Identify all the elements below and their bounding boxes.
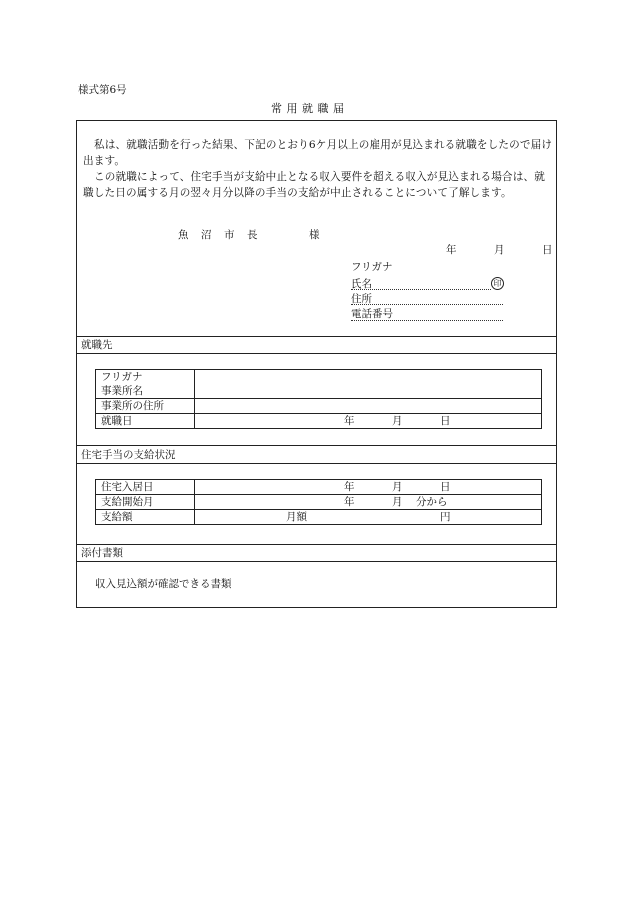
attachments-heading: 添付書類 — [81, 547, 123, 559]
move-in-label — [96, 480, 195, 495]
amount-field[interactable] — [195, 510, 542, 525]
addressee: 魚 沼 市 長 — [178, 229, 259, 241]
seal-icon: 印 — [491, 277, 504, 290]
seal-mark — [491, 277, 504, 290]
job-date-text: 就職日 — [101, 415, 133, 427]
date-day: 日 — [542, 244, 553, 256]
allowance-table — [95, 479, 542, 525]
start-month-field[interactable] — [195, 495, 542, 510]
furigana-text: フリガナ — [101, 371, 143, 383]
start-year: 年 — [344, 496, 355, 508]
move-in-field[interactable] — [195, 480, 542, 495]
attachment-item: 収入見込額が確認できる書類 — [95, 578, 232, 590]
start-suffix: 分から — [416, 496, 448, 508]
employment-job-date-field[interactable] — [195, 414, 542, 429]
employment-table — [95, 369, 542, 429]
form-title: 常 用 就 職 届 — [271, 102, 345, 115]
allowance-heading: 住宅手当の支給状況 — [81, 449, 176, 461]
employment-office-address-label — [96, 399, 195, 414]
employment-name-field[interactable] — [195, 370, 542, 399]
amount-label — [96, 510, 195, 525]
start-month-label — [96, 495, 195, 510]
employment-office-address-field[interactable] — [195, 399, 542, 414]
amount-monthly: 月額 — [286, 511, 307, 523]
employment-office-name-label — [96, 384, 195, 399]
applicant-name-label: 氏名 — [351, 278, 372, 290]
start-month: 月 — [392, 496, 403, 508]
amount-unit: 円 — [440, 511, 451, 523]
date-month: 月 — [494, 244, 505, 256]
start-month-text: 支給開始月 — [101, 496, 154, 508]
job-date-month: 月 — [392, 415, 403, 427]
divider — [76, 463, 557, 464]
move-in-year: 年 — [344, 481, 355, 493]
applicant-address-label: 住所 — [351, 293, 372, 305]
office-address-text: 事業所の住所 — [101, 400, 164, 412]
divider — [76, 336, 557, 337]
table-row — [96, 510, 542, 525]
intro-paragraph-1: 私は、就職活動を行った結果、下記のとおり6ケ月以上の雇用が見込まれる就職をしたので届け出ます。 — [83, 139, 553, 167]
applicant-furigana-label: フリガナ — [351, 261, 393, 273]
employment-job-date-label — [96, 414, 195, 429]
table-row — [96, 480, 542, 495]
date-year: 年 — [446, 244, 457, 256]
job-date-day: 日 — [440, 415, 451, 427]
form-number: 様式第6号 — [78, 84, 127, 96]
applicant-address-field[interactable] — [351, 304, 503, 305]
divider — [76, 445, 557, 446]
table-row — [96, 399, 542, 414]
move-in-text: 住宅入居日 — [101, 481, 154, 493]
employment-heading: 就職先 — [81, 339, 113, 351]
intro-text — [83, 137, 553, 201]
divider — [76, 561, 557, 562]
divider — [76, 353, 557, 354]
table-row — [96, 495, 542, 510]
office-name-text: 事業所名 — [101, 385, 143, 397]
applicant-name-field[interactable] — [351, 289, 491, 290]
applicant-phone-field[interactable] — [351, 320, 503, 321]
job-date-year: 年 — [344, 415, 355, 427]
amount-text: 支給額 — [101, 511, 133, 523]
divider — [76, 544, 557, 545]
table-row — [96, 370, 542, 385]
move-in-month: 月 — [392, 481, 403, 493]
table-row — [96, 414, 542, 429]
employment-furigana-label — [96, 370, 195, 385]
move-in-day: 日 — [440, 481, 451, 493]
applicant-phone-label: 電話番号 — [351, 308, 393, 320]
intro-paragraph-2: この就職によって、住宅手当が支給中止となる収入要件を超える収入が見込まれる場合は、就職した日の属する月の翌々月分以降の手当の支給が中止されることについて了解します。 — [83, 171, 546, 199]
addressee-suffix: 様 — [309, 229, 320, 241]
